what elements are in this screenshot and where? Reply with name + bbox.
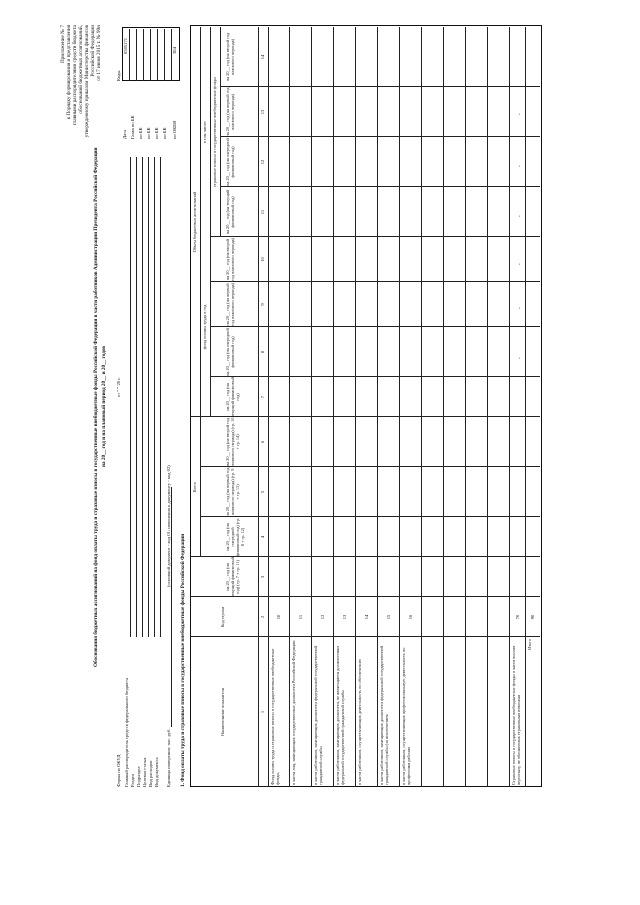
table-row-code-13: 90 — [530, 614, 535, 620]
col-budget-header: Объем бюджетных ассигнований — [192, 191, 197, 253]
col-name-header: Наименование показателя — [220, 688, 225, 736]
okei-code: 384 — [172, 47, 177, 54]
dash-mark: - — [518, 307, 523, 309]
table-row-label-11 — [489, 639, 509, 785]
form-subtitle: на 20__ год и на плановый период 20__ и 20__ годов — [101, 345, 107, 467]
col-number-11: 11 — [260, 209, 265, 215]
field-doc: Вид документа — [154, 757, 159, 787]
col-number-4: 4 — [260, 535, 265, 539]
dash-mark: - — [518, 215, 523, 217]
col-total-header: Всего — [192, 481, 197, 493]
period-header-6: на 20__ год (на очередной финансовый год) — [225, 328, 235, 376]
codes-label: Коды — [116, 70, 121, 81]
date-line: от " " 20 г. — [116, 377, 121, 397]
period-header-1: на 20__ год (на текущий финансовый год) (гр. 7 + гр. 11) — [225, 557, 240, 597]
bk-label-3: по БК — [154, 127, 159, 139]
col-number-12: 12 — [260, 159, 265, 165]
table-row-label-4: в части работников, замещающих должности, не являющиеся должностями федеральной государственной гражданской службы — [335, 646, 346, 785]
table-row-label-8 — [423, 639, 443, 785]
table-row-code-5: 14 — [364, 614, 369, 620]
table-row-code-6: 15 — [386, 614, 391, 620]
okud-code: 0505171 — [123, 37, 128, 54]
table-row-code-4: 13 — [342, 614, 347, 620]
table-row-label-5: в части работников, осуществляющих деятельность по обеспечению — [357, 659, 362, 785]
table-row-label-1: Фонд оплаты труда и страховые взносы в государственные внебюджетные фонды, — [270, 648, 281, 785]
bk-label-2: по БК — [146, 127, 151, 139]
section-heading: 1. Фонд оплаты труда и страховые взносы в государственные внебюджетные фонды Российской Федерации — [180, 533, 186, 787]
table-row-label-12: Страховые взносы в государственные внебюджетные фонды в части выплат персоналу, не обложенных страховыми взносами — [511, 645, 522, 785]
period-header-7: на 20__ год (на первый год планового периода) — [225, 283, 235, 326]
form-sheet — [60, 27, 560, 787]
col-number-14: 14 — [260, 54, 265, 60]
table-row-label-6: в части работников, замещающих должности федеральной государственной гражданской службы (за исключением — [379, 645, 390, 785]
dash-mark: - — [518, 165, 523, 167]
col-number-9: 9 — [260, 303, 265, 306]
col-number-6: 6 — [260, 440, 265, 444]
period-header-3: на 20__ год (на первый год планового периода) (гр. 9 + гр. 13) — [225, 467, 240, 517]
unit-note: (основной документ - код 01; изменения к документу - код 02) — [166, 465, 171, 587]
col-number-2: 2 — [260, 615, 265, 619]
period-header-5: на 20__ год (на текущий финансовый год) — [225, 377, 240, 417]
period-header-12: на 20__ год (на второй год планового периода) — [225, 32, 235, 82]
table-row-code-2: 11 — [298, 614, 303, 620]
unit-label: Единица измерения: тыс. руб. — [166, 728, 171, 787]
table-row-code-3: 12 — [320, 614, 325, 620]
table-row-label-2: в части лиц, замещающих государственные должности Российской Федерации — [291, 640, 296, 785]
dash-mark: - — [518, 357, 523, 359]
table-row-label-13: Итого — [527, 639, 532, 650]
table-row-label-9 — [445, 639, 465, 785]
field-section: Раздел — [130, 774, 135, 787]
glava-label: Глава по БК — [130, 115, 135, 139]
table-row-label-7: в части работников, осуществляющих профессиональную деятельность по профессиям рабочих — [401, 647, 412, 785]
col-code-header: Код строки — [220, 606, 225, 628]
col-number-10: 10 — [260, 257, 265, 262]
col-number-7: 7 — [260, 395, 265, 399]
col-insurance-header: страховые взносы в государственные внебюджетные фонды — [212, 77, 217, 187]
date-label: Дата — [122, 129, 127, 139]
col-number-1: 1 — [260, 710, 265, 714]
period-header-8: на 20__ год (на второй год планового периода) — [225, 238, 235, 281]
period-header-4: на 20__ год (на второй год планового периода) (гр. 10 + гр. 14) — [225, 417, 240, 467]
field-target: Целевая статья — [142, 757, 147, 787]
table-row-label-3: в части работников, замещающих должности федеральной государственной гражданской службы — [313, 645, 324, 785]
period-header-2: на 20__ год (на очередной финансовый год) (гр. 8 + гр. 12) — [225, 517, 245, 557]
col-including-header: в том числе: — [202, 120, 207, 144]
table-row-code-1: 10 — [276, 614, 281, 620]
period-header-11: на 20__ год (на первый год планового периода) — [225, 87, 235, 137]
table-row-code-7: 16 — [408, 614, 413, 620]
dash-mark: - — [518, 263, 523, 265]
table-row-code-12: 70 — [515, 614, 520, 620]
form-okud-label: Форма по ОКУД — [116, 754, 121, 787]
field-admin: Главный распорядитель средств федерального бюджета — [124, 677, 129, 787]
period-header-10: на 20__ год (на очередной финансовый год) — [225, 138, 235, 186]
okei-label: по ОКЕИ — [172, 120, 177, 139]
col-number-8: 8 — [260, 350, 265, 354]
col-number-5: 5 — [260, 490, 265, 494]
bk-label-1: по БК — [138, 127, 143, 139]
col-number-3: 3 — [260, 575, 265, 579]
field-expense: Вид расходов — [148, 760, 153, 787]
appendix-caption: Приложение № 7 к Порядку формирования и представления главными распорядителями средств бюджета обоснований бюджетных ассигнований, утвержденному приказом Министерства финансов Российской Федерации от 17 июня 2015 г. № 90н — [60, 25, 102, 138]
dash-mark: - — [518, 113, 523, 115]
col-number-13: 13 — [260, 109, 265, 115]
form-title: Обоснования бюджетных ассигнований на фонд оплаты труда и страховые взносы в государственные внебюджетные фонды Российской Федерации в части работников Администрации Президента Российской Федерации — [93, 147, 99, 667]
bk-label-4: по БК — [162, 127, 167, 139]
table-row-label-10 — [467, 639, 487, 785]
period-header-9: на 20__ год (на текущий финансовый год) — [225, 189, 235, 235]
col-fund-header: фонд оплаты труда в год — [202, 304, 207, 350]
field-subsection: Подраздел — [136, 766, 141, 787]
